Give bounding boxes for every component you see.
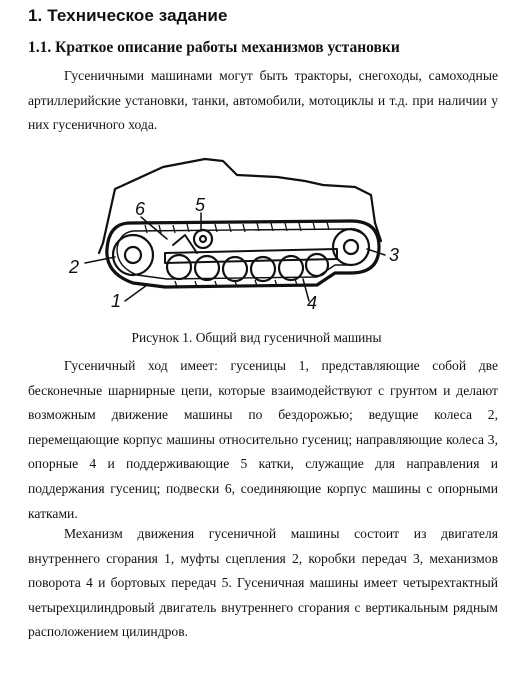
tracked-vehicle-figure xyxy=(55,145,455,320)
hull-front xyxy=(99,243,103,253)
callout-2: 2 xyxy=(69,257,80,277)
callout-3: 3 xyxy=(389,245,400,265)
section-title: 1. Техническое задание xyxy=(28,6,228,25)
callout-6: 6 xyxy=(135,199,146,219)
callout-1: 1 xyxy=(111,291,122,311)
paragraph-track-description: Гусеничный ход имеет: гусеницы 1, представляющие собой две бесконечные шарнирные цепи, которые взаимодействуют с грунтом и делают возможным движение машины по бездорожью; ведущие колеса 2, перемещающие корпус машины относительно гусениц; направляющие колеса 3, опорные 4 и поддерживающие 5 катки, служащие для направления и поддержания гусениц; подвески 6, соединяющие корпус машины с опорными катками. xyxy=(28,358,498,521)
subsection-title: 1.1. Краткое описание работы механизмов установки xyxy=(28,39,400,56)
figure-caption: Рисунок 1. Общий вид гусеничной машины xyxy=(131,330,382,345)
callout-5: 5 xyxy=(195,195,206,215)
idler-wheel xyxy=(333,229,369,265)
paragraph-intro: Гусеничными машинами могут быть тракторы, снегоходы, самоходные артиллерийские установки, танки, автомобили, мотоциклы и т.д. при наличии у них гусеничного хода. xyxy=(28,68,498,133)
paragraph-drive-mechanism: Механизм движения гусеничной машины состоит из двигателя внутреннего сгорания 1, муфты сцепления 2, коробки передач 3, механизмов поворота 4 и бортовых передач 5. Гусеничная машины имеет четырехтактный четырехцилиндровый двигатель внутреннего сгорания с вертикальным рядным расположением цилиндров. xyxy=(28,526,498,640)
callout-4: 4 xyxy=(307,293,318,313)
drive-wheel xyxy=(113,235,153,275)
support-roller xyxy=(194,230,212,248)
